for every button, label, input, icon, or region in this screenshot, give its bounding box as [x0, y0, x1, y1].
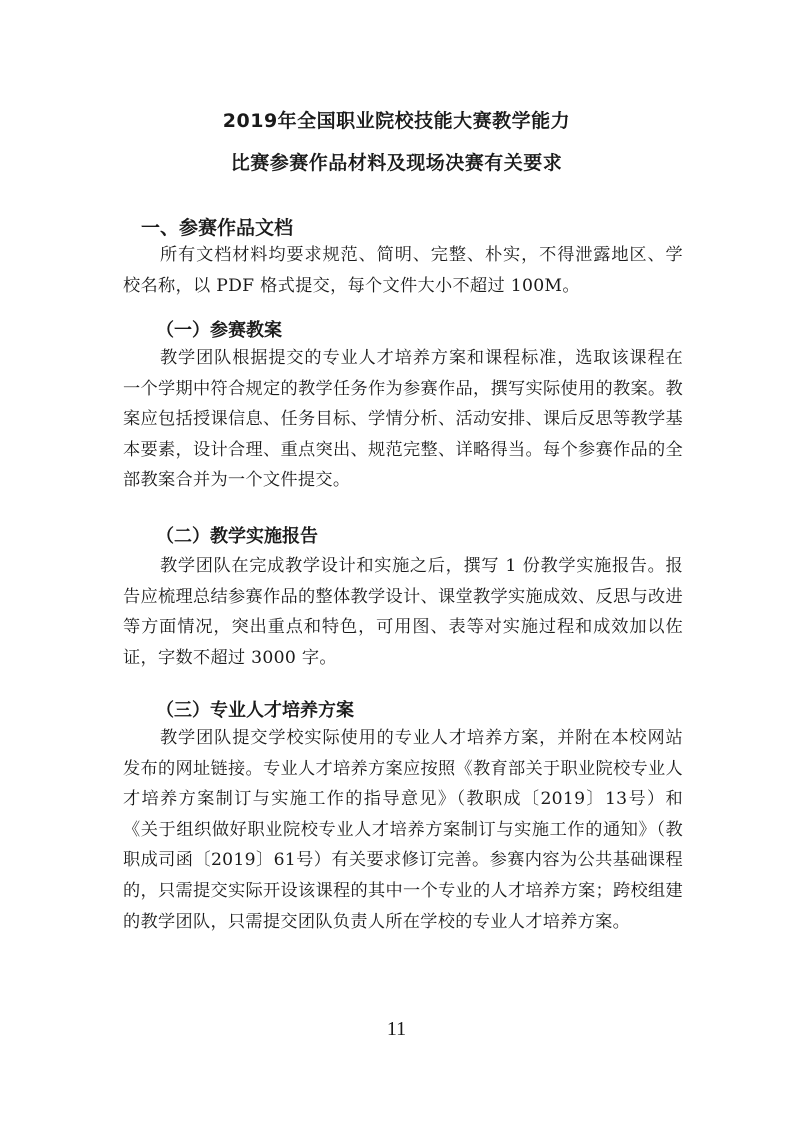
talent-training-plan-paragraph: 教学团队提交学校实际使用的专业人才培养方案，并附在本校网站发布的网址链接。专业人才培养方案应按照《教育部关于职业院校专业人才培养方案制订与实施工作的指导意见》（教职成〔2019〕13号）和《关于组织做好职业院校专业人才培养方案制订与实施工作的通知》（教职成司函〔2019〕61号）有关要求修订完善。参赛内容为公共基础课程的，只需提交实际开设该课程的其中一个专业的人才培养方案；跨校组建的教学团队，只需提交团队负责人所在学校的专业人才培养方案。 — [123, 728, 683, 932]
section-heading-entry-documents: 一、参赛作品文档 — [141, 217, 294, 239]
subsection-heading-implementation-report: （二）教学实施报告 — [156, 526, 318, 547]
section-intro-paragraph: 所有文档材料均要求规范、简明、完整、朴实，不得泄露地区、学校名称，以 PDF 格式提交，每个文件大小不超过 100M。 — [123, 245, 683, 296]
implementation-report-paragraph: 教学团队在完成教学设计和实施之后，撰写 1 份教学实施报告。报告应梳理总结参赛作品的整体教学设计、课堂教学实施成效、反思与改进等方面情况，突出重点和特色，可用图、表等对实施过程和成效加以佐证，字数不超过 3000 字。 — [123, 556, 683, 668]
page-number: 11 — [386, 1018, 407, 1040]
subsection-heading-lesson-plan: （一）参赛教案 — [156, 320, 282, 341]
document-title-line-1: 2019年全国职业院校技能大赛教学能力 — [222, 110, 571, 132]
lesson-plan-paragraph: 教学团队根据提交的专业人才培养方案和课程标准，选取该课程在一个学期中符合规定的教学任务作为参赛作品，撰写实际使用的教案。教案应包括授课信息、任务目标、学情分析、活动安排、课后反思等教学基本要素，设计合理、重点突出、规范完整、详略得当。每个参赛作品的全部教案合并为一个文件提交。 — [123, 348, 683, 491]
subsection-heading-talent-training-plan: （三）专业人才培养方案 — [156, 700, 354, 721]
document-title-line-2: 比赛参赛作品材料及现场决赛有关要求 — [230, 152, 563, 174]
